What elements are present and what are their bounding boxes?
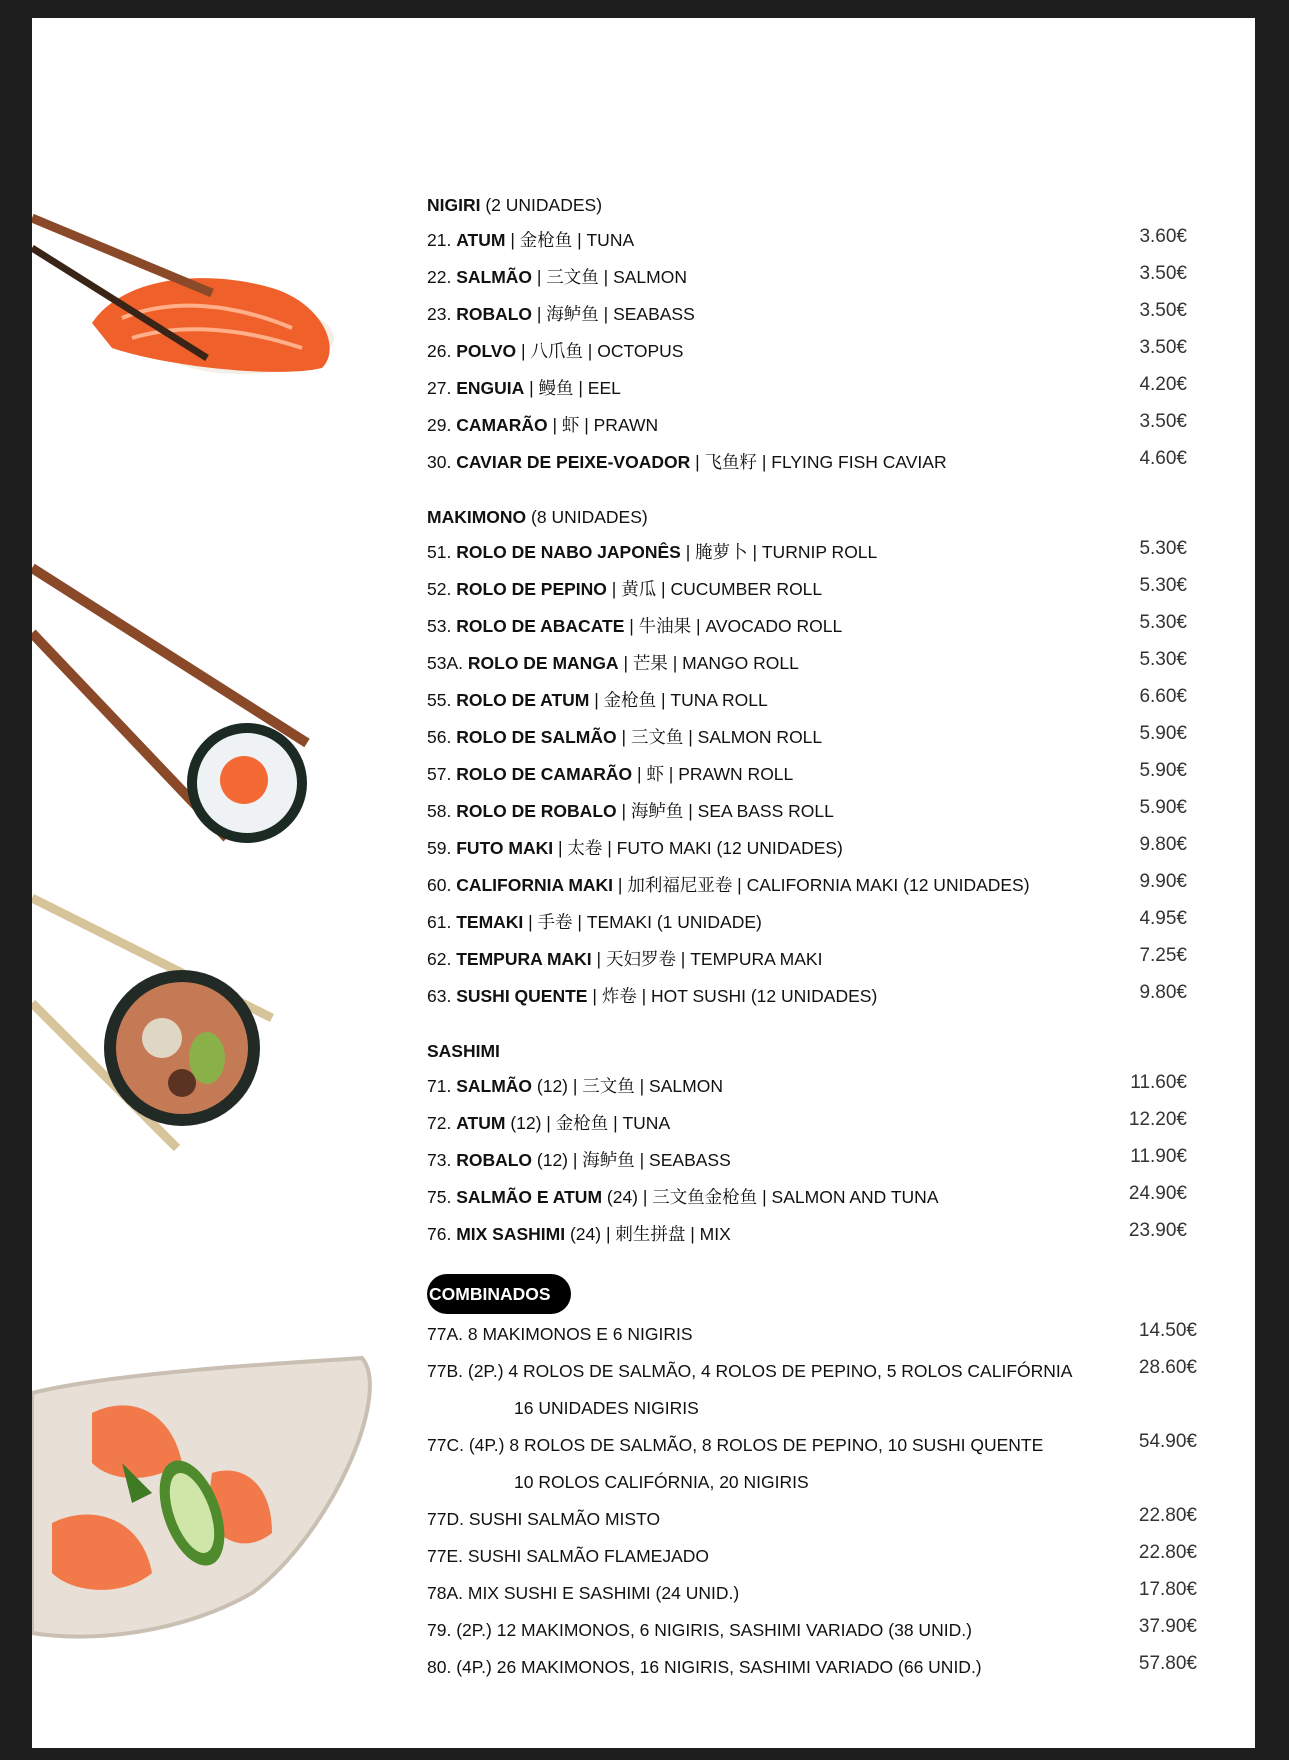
maki-roll-chopsticks-photo <box>32 538 322 878</box>
price: 5.30€ <box>1139 538 1187 559</box>
menu-item: 27. ENGUIA | 鳗鱼 | EEL 4.20€ <box>427 370 1187 407</box>
section-title: NIGIRI (2 UNIDADES) <box>427 195 603 215</box>
price: 57.80€ <box>1138 1653 1197 1674</box>
menu-item: 76. MIX SASHIMI (24) | 刺生拼盘 | MIX 23.90€ <box>427 1216 1187 1253</box>
price: 5.30€ <box>1139 649 1187 670</box>
price: 22.80€ <box>1138 1542 1197 1563</box>
price: 22.80€ <box>1138 1505 1197 1526</box>
section-nigiri <box>427 188 1187 481</box>
price: 3.50€ <box>1139 411 1187 432</box>
menu-item: 23. ROBALO | 海鲈鱼 | SEABASS 3.50€ <box>427 296 1187 333</box>
menu-item-continuation: 16 UNIDADES NIGIRIS <box>514 1398 699 1418</box>
price: 5.90€ <box>1139 723 1187 744</box>
menu-page <box>32 18 1255 1748</box>
menu-item: 21. ATUM | 金枪鱼 | TUNA 3.60€ <box>427 222 1187 259</box>
price: 3.50€ <box>1139 300 1187 321</box>
menu-item: 56. ROLO DE SALMÃO | 三文鱼 | SALMON ROLL 5.90€ <box>427 719 1187 756</box>
menu-item: 77A. 8 MAKIMONOS E 6 NIGIRIS 14.50€ <box>427 1316 1187 1353</box>
price: 3.50€ <box>1139 263 1187 284</box>
price: 7.25€ <box>1139 945 1187 966</box>
menu-item: 30. CAVIAR DE PEIXE-VOADOR | 飞鱼籽 | FLYING FISH CAVIAR 4.60€ <box>427 444 1187 481</box>
price: 9.80€ <box>1139 982 1187 1003</box>
price: 3.60€ <box>1139 226 1187 247</box>
price: 37.90€ <box>1138 1616 1197 1637</box>
price: 14.50€ <box>1138 1320 1197 1341</box>
menu-item: 63. SUSHI QUENTE | 炸卷 | HOT SUSHI (12 UNIDADES) 9.80€ <box>427 978 1187 1015</box>
menu-item: 78A. MIX SUSHI E SASHIMI (24 UNID.) 17.80€ <box>427 1575 1187 1612</box>
sashimi-plate-photo <box>32 1353 392 1653</box>
menu-item: 79. (2P.) 12 MAKIMONOS, 6 NIGIRIS, SASHIMI VARIADO (38 UNID.) 37.90€ <box>427 1612 1187 1649</box>
menu-item-continuation: 10 ROLOS CALIFÓRNIA, 20 NIGIRIS <box>514 1472 809 1492</box>
price: 28.60€ <box>1138 1357 1197 1378</box>
menu-item: 73. ROBALO (12) | 海鲈鱼 | SEABASS 11.90€ <box>427 1142 1187 1179</box>
menu-item: 60. CALIFORNIA MAKI | 加利福尼亚卷 | CALIFORNIA MAKI (12 UNIDADES) 9.90€ <box>427 867 1187 904</box>
menu-item: 29. CAMARÃO | 虾 | PRAWN 3.50€ <box>427 407 1187 444</box>
price: 4.95€ <box>1139 908 1187 929</box>
price: 3.50€ <box>1139 337 1187 358</box>
price: 4.60€ <box>1139 448 1187 469</box>
menu-item: 77B. (2P.) 4 ROLOS DE SALMÃO, 4 ROLOS DE PEPINO, 5 ROLOS CALIFÓRNIA 28.60€ <box>427 1353 1187 1390</box>
price: 11.60€ <box>1130 1072 1187 1093</box>
menu-item: 77D. SUSHI SALMÃO MISTO 22.80€ <box>427 1501 1187 1538</box>
menu-item: 77E. SUSHI SALMÃO FLAMEJADO 22.80€ <box>427 1538 1187 1575</box>
menu-item: 58. ROLO DE ROBALO | 海鲈鱼 | SEA BASS ROLL 5.90€ <box>427 793 1187 830</box>
menu-item: 55. ROLO DE ATUM | 金枪鱼 | TUNA ROLL 6.60€ <box>427 682 1187 719</box>
menu-item: 52. ROLO DE PEPINO | 黄瓜 | CUCUMBER ROLL 5.30€ <box>427 571 1187 608</box>
menu-item: 72. ATUM (12) | 金枪鱼 | TUNA 12.20€ <box>427 1105 1187 1142</box>
price: 9.80€ <box>1139 834 1187 855</box>
menu-item: 57. ROLO DE CAMARÃO | 虾 | PRAWN ROLL 5.90€ <box>427 756 1187 793</box>
price: 24.90€ <box>1128 1183 1187 1204</box>
section-title: SASHIMI <box>427 1041 500 1061</box>
section-makimono <box>427 500 1187 1015</box>
price: 5.90€ <box>1139 797 1187 818</box>
section-title: MAKIMONO (8 UNIDADES) <box>427 507 648 527</box>
combinados-pill: COMBINADOS <box>427 1274 571 1314</box>
menu-item: 80. (4P.) 26 MAKIMONOS, 16 NIGIRIS, SASHIMI VARIADO (66 UNID.) 57.80€ <box>427 1649 1187 1686</box>
price: 4.20€ <box>1139 374 1187 395</box>
section-combinados <box>427 1272 1197 1686</box>
menu-item: 53A. ROLO DE MANGA | 芒果 | MANGO ROLL 5.30€ <box>427 645 1187 682</box>
menu-item: 62. TEMPURA MAKI | 天妇罗卷 | TEMPURA MAKI 7.25€ <box>427 941 1187 978</box>
price: 5.30€ <box>1139 612 1187 633</box>
price: 23.90€ <box>1128 1220 1187 1241</box>
nigiri-chopsticks-photo <box>32 208 352 408</box>
menu-item: 71. SALMÃO (12) | 三文鱼 | SALMON 11.60€ <box>427 1068 1187 1105</box>
menu-item: 77C. (4P.) 8 ROLOS DE SALMÃO, 8 ROLOS DE PEPINO, 10 SUSHI QUENTE 54.90€ <box>427 1427 1187 1464</box>
menu-list <box>427 188 1197 1686</box>
menu-item: 26. POLVO | 八爪鱼 | OCTOPUS 3.50€ <box>427 333 1187 370</box>
price: 5.30€ <box>1139 575 1187 596</box>
section-sashimi <box>427 1034 1187 1253</box>
menu-item: 53. ROLO DE ABACATE | 牛油果 | AVOCADO ROLL 5.30€ <box>427 608 1187 645</box>
menu-item: 75. SALMÃO E ATUM (24) | 三文鱼金枪鱼 | SALMON AND TUNA 24.90€ <box>427 1179 1187 1216</box>
menu-item: 61. TEMAKI | 手卷 | TEMAKI (1 UNIDADE) 4.95€ <box>427 904 1187 941</box>
price: 11.90€ <box>1130 1146 1187 1167</box>
price: 6.60€ <box>1139 686 1187 707</box>
menu-item: 22. SALMÃO | 三文鱼 | SALMON 3.50€ <box>427 259 1187 296</box>
menu-item: 59. FUTO MAKI | 太卷 | FUTO MAKI (12 UNIDADES) 9.80€ <box>427 830 1187 867</box>
price: 12.20€ <box>1128 1109 1187 1130</box>
price: 17.80€ <box>1138 1579 1197 1600</box>
price: 9.90€ <box>1139 871 1187 892</box>
price: 5.90€ <box>1139 760 1187 781</box>
futo-maki-chopsticks-photo <box>32 878 292 1178</box>
section-title <box>427 1272 1187 1316</box>
price: 54.90€ <box>1138 1431 1197 1452</box>
menu-item: 51. ROLO DE NABO JAPONÊS | 腌萝卜 | TURNIP ROLL 5.30€ <box>427 534 1187 571</box>
